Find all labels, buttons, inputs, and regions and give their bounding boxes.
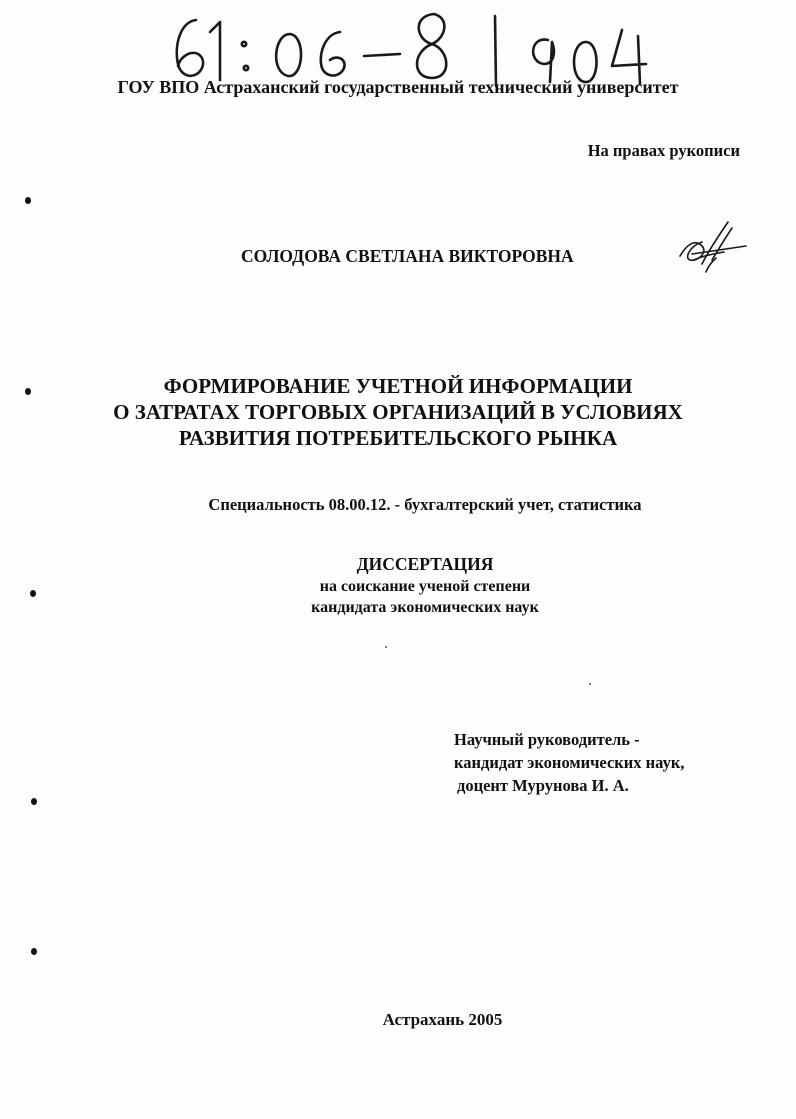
author-signature [672,216,752,278]
manuscript-rights-note: На правах рукописи [587,141,740,160]
author-name: СОЛОДОВА СВЕТЛАНА ВИКТОРОВНА [241,246,574,266]
dissertation-block [0,552,796,618]
supervisor-line-1: Научный руководитель - [454,730,640,749]
binding-mark [31,798,37,805]
dissertation-heading: ДИССЕРТАЦИЯ [356,554,494,574]
scan-speck [385,646,387,648]
supervisor-line-3: доцент Мурунова И. А. [457,776,629,795]
city-and-year: Астрахань 2005 [382,1010,503,1029]
binding-mark [31,948,37,955]
title-line: О ЗАТРАТАХ ТОРГОВЫХ ОРГАНИЗАЦИЙ В УСЛОВИЯХ [113,400,683,424]
supervisor-line-2: кандидат экономических наук, [454,753,685,772]
handwritten-archive-number [150,6,670,88]
title-line: ФОРМИРОВАНИЕ УЧЕТНОЙ ИНФОРМАЦИИ [163,374,633,398]
degree-line-1: на соискание ученой степени [319,578,531,595]
organization-name: ГОУ ВПО Астраханский государственный технический университет [117,77,679,97]
title-line: РАЗВИТИЯ ПОТРЕБИТЕЛЬСКОГО РЫНКА [178,426,618,450]
binding-mark [30,590,36,597]
specialty-line: Специальность 08.00.12. - бухгалтерский учет, статистика [208,495,642,514]
scan-speck [589,683,591,685]
degree-line-2: кандидата экономических наук [311,599,539,616]
thesis-title [0,373,796,451]
supervisor-block [454,728,684,797]
binding-mark [25,388,31,395]
binding-mark [25,197,31,204]
